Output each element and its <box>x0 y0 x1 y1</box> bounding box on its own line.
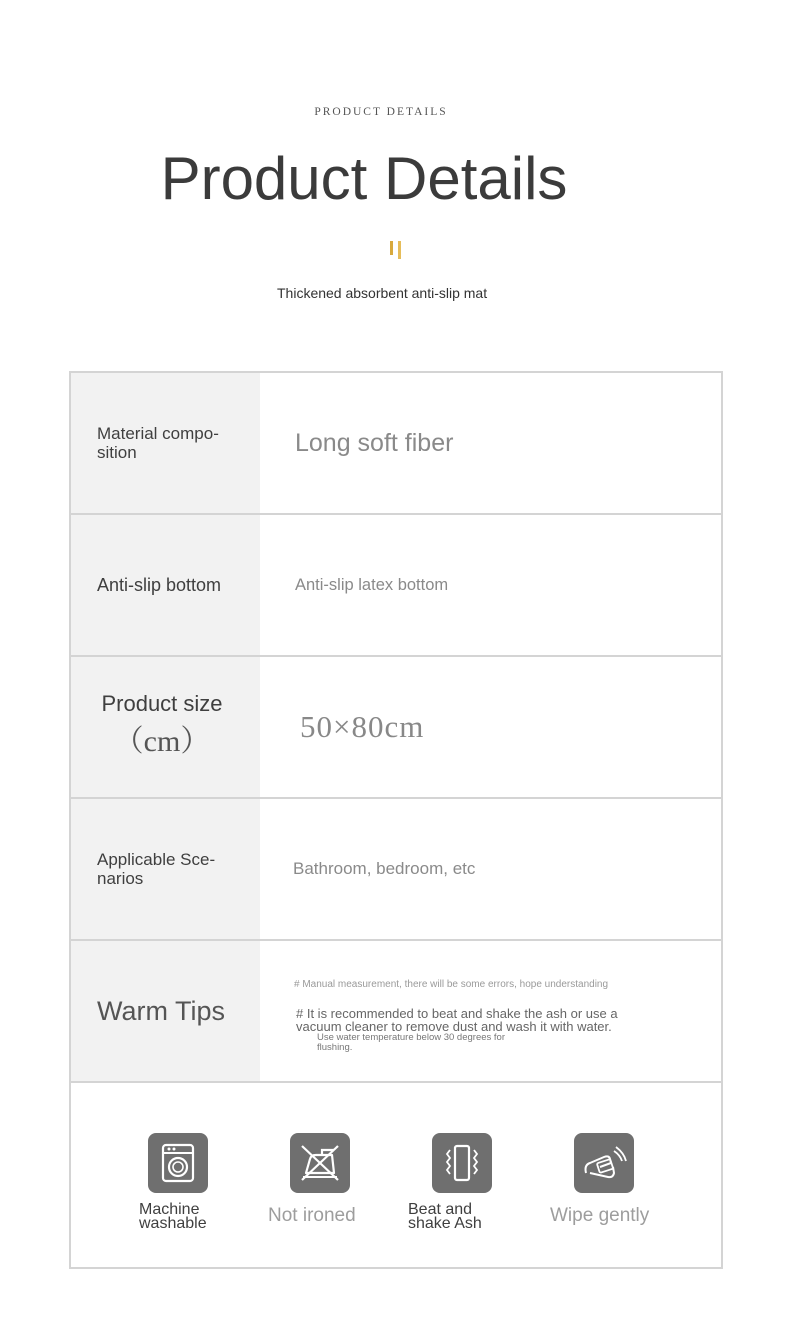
spec-row-material <box>71 373 721 515</box>
spec-label-unit: （cm） <box>113 725 211 758</box>
spec-label: Product size <box>101 691 223 716</box>
section-eyebrow: PRODUCT DETAILS <box>314 106 448 118</box>
beat-shake-icon <box>432 1133 492 1193</box>
care-instructions <box>71 1083 721 1267</box>
care-item-beat-shake <box>408 1133 552 1232</box>
spec-value-cell <box>260 657 721 797</box>
care-label: Wipe gently <box>550 1205 650 1226</box>
care-item-wipe-gently <box>550 1133 694 1226</box>
spec-value: 50×80cm <box>300 709 425 744</box>
spec-label-cell <box>71 515 260 655</box>
page-title: Product Details <box>160 145 568 212</box>
tip-text: # It is recommended to beat and shake the ash or use a vacuum cleaner to remove dust and wash it with water. <box>296 1006 618 1034</box>
tip-text: # Manual measurement, there will be some errors, hope understanding <box>294 979 609 990</box>
spec-label-cell <box>71 657 260 797</box>
spec-value-cell <box>260 515 721 655</box>
spec-label-cell <box>71 373 260 513</box>
no-iron-icon <box>290 1133 350 1193</box>
care-item-not-ironed <box>268 1133 410 1226</box>
washing-machine-icon <box>148 1133 208 1193</box>
care-item-machine-wash <box>139 1133 268 1232</box>
spec-value: Bathroom, bedroom, etc <box>293 859 476 878</box>
warm-tips-cell <box>260 941 721 1081</box>
care-label: Beat and shake Ash <box>408 1201 482 1232</box>
spec-value: Anti-slip latex bottom <box>295 575 449 594</box>
spec-label: Anti-slip bottom <box>97 575 222 595</box>
spec-label-cell <box>71 799 260 939</box>
tip-text: Use water temperature below 30 degrees for flushing. <box>317 1032 505 1053</box>
product-subtitle: Thickened absorbent anti-slip mat <box>277 285 488 301</box>
spec-row-scenarios <box>71 799 721 941</box>
wipe-hand-icon <box>574 1133 634 1193</box>
spec-label: Material compo-sition <box>97 424 219 462</box>
care-label: Machine washable <box>139 1201 207 1232</box>
spec-value: Long soft fiber <box>295 428 454 457</box>
care-label: Not ironed <box>268 1205 356 1226</box>
spec-label: Applicable Sce-narios <box>97 850 216 888</box>
gold-accent-mark <box>390 241 404 259</box>
spec-table <box>69 371 723 1269</box>
spec-value-cell <box>260 373 721 513</box>
spec-row-warm-tips <box>71 941 721 1083</box>
spec-row-anti-slip <box>71 515 721 657</box>
spec-label-cell <box>71 941 260 1081</box>
spec-label: Warm Tips <box>97 996 225 1026</box>
spec-value-cell <box>260 799 721 939</box>
spec-row-size <box>71 657 721 799</box>
